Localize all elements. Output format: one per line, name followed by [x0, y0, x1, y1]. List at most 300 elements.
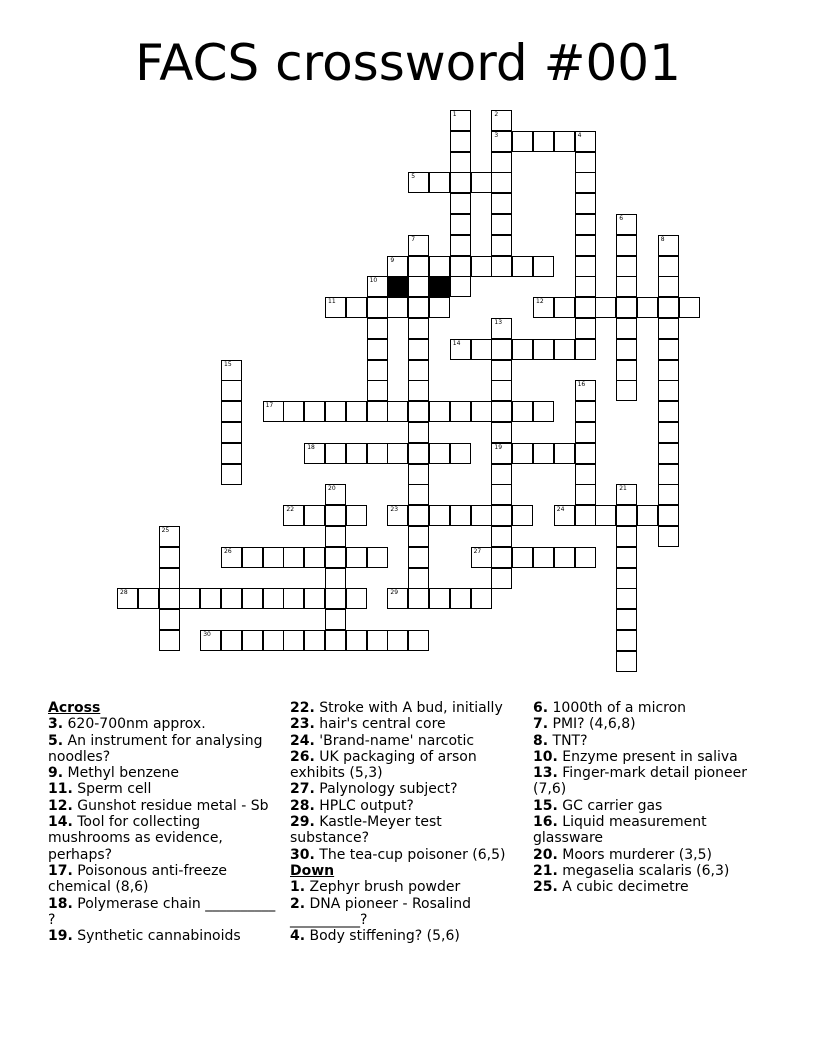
- grid-cell[interactable]: [408, 235, 429, 256]
- grid-cell[interactable]: [450, 276, 471, 297]
- grid-cell[interactable]: [387, 297, 408, 318]
- grid-cell[interactable]: [575, 380, 596, 401]
- grid-cell[interactable]: [304, 443, 325, 464]
- grid-cell[interactable]: [346, 297, 367, 318]
- grid-cell[interactable]: [575, 464, 596, 485]
- grid-cell[interactable]: [387, 256, 408, 277]
- grid-cell[interactable]: [283, 588, 304, 609]
- clue-number: 25.: [533, 879, 558, 896]
- grid-cell[interactable]: [346, 505, 367, 526]
- grid-cell[interactable]: [554, 339, 575, 360]
- grid-cell[interactable]: [325, 297, 346, 318]
- grid-cell[interactable]: [637, 505, 658, 526]
- clue-text: Palynology subject?: [314, 781, 458, 798]
- grid-cell[interactable]: [387, 505, 408, 526]
- clue-text: Methyl benzene: [63, 765, 180, 782]
- grid-cell[interactable]: [491, 360, 512, 381]
- grid-cell[interactable]: [263, 588, 284, 609]
- grid-cell[interactable]: [491, 235, 512, 256]
- grid-cell[interactable]: [346, 443, 367, 464]
- grid-cell[interactable]: [367, 630, 388, 651]
- grid-cell[interactable]: [221, 630, 242, 651]
- grid-cell[interactable]: [533, 443, 554, 464]
- grid-cell[interactable]: [408, 443, 429, 464]
- grid-cell[interactable]: [575, 276, 596, 297]
- grid-cell[interactable]: [304, 505, 325, 526]
- clue-number: 17.: [48, 862, 73, 879]
- grid-cell[interactable]: [159, 630, 180, 651]
- grid-cell[interactable]: [450, 339, 471, 360]
- grid-cell[interactable]: [658, 380, 679, 401]
- grid-cell[interactable]: [595, 297, 616, 318]
- grid-cell[interactable]: [637, 297, 658, 318]
- grid-cell[interactable]: [263, 630, 284, 651]
- grid-cell[interactable]: [263, 401, 284, 422]
- grid-cell[interactable]: [450, 214, 471, 235]
- grid-cell[interactable]: [616, 547, 637, 568]
- grid-cell[interactable]: [408, 568, 429, 589]
- grid-cell[interactable]: [387, 630, 408, 651]
- grid-cell[interactable]: [471, 339, 492, 360]
- grid-cell[interactable]: [367, 360, 388, 381]
- grid-cell[interactable]: [491, 422, 512, 443]
- cell-number: 10: [369, 277, 378, 285]
- grid-cell[interactable]: [408, 588, 429, 609]
- grid-cell[interactable]: [616, 526, 637, 547]
- grid-cell[interactable]: [512, 401, 533, 422]
- grid-cell[interactable]: [658, 339, 679, 360]
- grid-cell[interactable]: [408, 172, 429, 193]
- clue-number: 14.: [48, 814, 73, 831]
- clues-column-3: [533, 700, 773, 896]
- grid-cell[interactable]: [387, 401, 408, 422]
- grid-cell[interactable]: [616, 484, 637, 505]
- grid-cell[interactable]: [512, 256, 533, 277]
- grid-cell[interactable]: [512, 339, 533, 360]
- grid-cell[interactable]: [159, 568, 180, 589]
- grid-cell[interactable]: [325, 401, 346, 422]
- clue-text: hair's central core: [314, 716, 446, 733]
- grid-cell[interactable]: [159, 526, 180, 547]
- grid-cell[interactable]: [491, 464, 512, 485]
- grid-cell[interactable]: [408, 360, 429, 381]
- clue-text: 1000th of a micron: [548, 700, 687, 716]
- grid-cell[interactable]: [616, 380, 637, 401]
- grid-cell[interactable]: [408, 464, 429, 485]
- grid-cell[interactable]: [346, 401, 367, 422]
- grid-cell[interactable]: [491, 380, 512, 401]
- across-clue: [290, 716, 525, 732]
- grid-cell[interactable]: [450, 588, 471, 609]
- grid-cell[interactable]: [575, 547, 596, 568]
- grid-cell[interactable]: [242, 547, 263, 568]
- grid-cell[interactable]: [367, 380, 388, 401]
- down-clue: [533, 716, 773, 732]
- grid-cell[interactable]: [575, 193, 596, 214]
- grid-cell[interactable]: [408, 297, 429, 318]
- grid-cell[interactable]: [471, 547, 492, 568]
- grid-cell[interactable]: [616, 276, 637, 297]
- cell-number: 16: [577, 381, 586, 389]
- grid-cell[interactable]: [408, 256, 429, 277]
- grid-cell[interactable]: [304, 630, 325, 651]
- clue-text: A cubic decimetre: [557, 879, 689, 896]
- grid-cell[interactable]: [616, 256, 637, 277]
- grid-cell[interactable]: [658, 235, 679, 256]
- grid-cell[interactable]: [512, 443, 533, 464]
- grid-cell[interactable]: [325, 588, 346, 609]
- grid-cell[interactable]: [429, 256, 450, 277]
- grid-cell[interactable]: [242, 630, 263, 651]
- cell-number: 22: [286, 506, 295, 514]
- grid-cell[interactable]: [533, 547, 554, 568]
- grid-cell[interactable]: [658, 484, 679, 505]
- grid-cell[interactable]: [616, 505, 637, 526]
- clue-number: 22.: [290, 700, 315, 716]
- grid-cell[interactable]: [658, 297, 679, 318]
- cell-number: 13: [494, 319, 503, 326]
- grid-cell[interactable]: [450, 172, 471, 193]
- cell-number: 15: [224, 360, 232, 368]
- grid-cell[interactable]: [450, 193, 471, 214]
- cell-number: 14: [452, 339, 461, 347]
- grid-cell[interactable]: [450, 110, 471, 131]
- grid-cell[interactable]: [346, 630, 367, 651]
- cell-number: 9: [390, 256, 395, 264]
- grid-cell[interactable]: [491, 443, 512, 464]
- grid-cell[interactable]: [221, 464, 242, 485]
- grid-cell[interactable]: [575, 505, 596, 526]
- clue-text: GC carrier gas: [557, 797, 663, 814]
- grid-cell[interactable]: [575, 214, 596, 235]
- grid-cell[interactable]: [491, 526, 512, 547]
- grid-cell[interactable]: [221, 422, 242, 443]
- grid-cell[interactable]: [491, 256, 512, 277]
- grid-cell[interactable]: [450, 401, 471, 422]
- grid-cell[interactable]: [616, 588, 637, 609]
- grid-cell[interactable]: [325, 609, 346, 630]
- grid-cell[interactable]: [408, 339, 429, 360]
- grid-cell[interactable]: [616, 235, 637, 256]
- clue-number: 21.: [533, 862, 558, 879]
- grid-cell[interactable]: [450, 235, 471, 256]
- clue-text: Poisonous anti-freeze chemical (8,6): [48, 862, 228, 896]
- clue-number: 13.: [533, 765, 558, 782]
- grid-cell[interactable]: [408, 318, 429, 339]
- grid-cell[interactable]: [491, 339, 512, 360]
- clues-column-2: [290, 700, 525, 944]
- grid-cell[interactable]: [283, 401, 304, 422]
- grid-cell[interactable]: [471, 256, 492, 277]
- grid-cell[interactable]: [554, 547, 575, 568]
- grid-cell[interactable]: [658, 526, 679, 547]
- grid-cell[interactable]: [658, 422, 679, 443]
- grid-cell[interactable]: [616, 297, 637, 318]
- grid-cell[interactable]: [346, 547, 367, 568]
- clue-text: Polymerase chain __________ ?: [48, 895, 276, 928]
- grid-cell[interactable]: [408, 547, 429, 568]
- grid-cell[interactable]: [283, 630, 304, 651]
- grid-cell[interactable]: [471, 505, 492, 526]
- grid-cell[interactable]: [491, 214, 512, 235]
- across-clue: [48, 781, 278, 797]
- across-clue: [48, 814, 278, 863]
- grid-cell[interactable]: [221, 547, 242, 568]
- across-clue: [290, 733, 525, 749]
- grid-cell[interactable]: [408, 526, 429, 547]
- grid-cell[interactable]: [491, 110, 512, 131]
- clue-number: 27.: [290, 781, 315, 798]
- clue-number: 7.: [533, 716, 549, 733]
- grid-cell[interactable]: [616, 568, 637, 589]
- grid-cell[interactable]: [575, 339, 596, 360]
- grid-cell[interactable]: [616, 214, 637, 235]
- grid-cell[interactable]: [658, 401, 679, 422]
- clue-text: Synthetic cannabinoids: [72, 928, 241, 945]
- grid-cell[interactable]: [325, 484, 346, 505]
- grid-cell[interactable]: [429, 588, 450, 609]
- grid-cell[interactable]: [450, 152, 471, 173]
- grid-cell[interactable]: [387, 588, 408, 609]
- grid-cell[interactable]: [575, 422, 596, 443]
- clue-text: megaselia scalaris (6,3): [557, 862, 730, 879]
- grid-cell[interactable]: [554, 297, 575, 318]
- down-clue: [533, 733, 773, 749]
- grid-cell[interactable]: [325, 630, 346, 651]
- grid-cell[interactable]: [512, 547, 533, 568]
- grid-cell[interactable]: [554, 131, 575, 152]
- grid-cell[interactable]: [304, 547, 325, 568]
- grid-cell[interactable]: [221, 588, 242, 609]
- clues-column-1: [48, 700, 278, 944]
- across-clue: [48, 896, 278, 929]
- grid-cell[interactable]: [616, 630, 637, 651]
- grid-cell[interactable]: [616, 339, 637, 360]
- clue-text: TNT?: [548, 732, 588, 749]
- grid-cell[interactable]: [367, 339, 388, 360]
- clue-text: An instrument for analysing noodles?: [48, 732, 263, 765]
- grid-cell[interactable]: [512, 131, 533, 152]
- grid-cell[interactable]: [491, 152, 512, 173]
- clue-text: Gunshot residue metal - Sb: [72, 797, 269, 814]
- grid-cell[interactable]: [658, 443, 679, 464]
- grid-cell[interactable]: [325, 547, 346, 568]
- grid-cell[interactable]: [575, 401, 596, 422]
- grid-cell[interactable]: [429, 443, 450, 464]
- grid-cell[interactable]: [533, 401, 554, 422]
- clue-number: 16.: [533, 814, 558, 831]
- grid-cell[interactable]: [200, 630, 221, 651]
- grid-cell[interactable]: [367, 401, 388, 422]
- grid-cell[interactable]: [159, 588, 180, 609]
- grid-cell[interactable]: [512, 505, 533, 526]
- grid-cell[interactable]: [450, 443, 471, 464]
- clue-number: 12.: [48, 797, 73, 814]
- grid-cell[interactable]: [159, 547, 180, 568]
- cell-number: 17: [265, 402, 274, 410]
- across-clue: [48, 928, 278, 944]
- grid-cell[interactable]: [658, 464, 679, 485]
- clue-text: Tool for collecting mushrooms as evidence, perhaps?: [48, 814, 223, 863]
- down-clue: [533, 798, 773, 814]
- grid-cell[interactable]: [221, 443, 242, 464]
- grid-cell[interactable]: [408, 380, 429, 401]
- grid-cell[interactable]: [429, 401, 450, 422]
- grid-cell[interactable]: [450, 131, 471, 152]
- grid-cell[interactable]: [346, 588, 367, 609]
- grid-cell[interactable]: [117, 588, 138, 609]
- grid-cell[interactable]: [450, 505, 471, 526]
- grid-cell[interactable]: [367, 297, 388, 318]
- grid-cell[interactable]: [533, 297, 554, 318]
- grid-cell[interactable]: [616, 318, 637, 339]
- grid-cell[interactable]: [533, 256, 554, 277]
- grid-cell[interactable]: [221, 401, 242, 422]
- grid-cell[interactable]: [616, 360, 637, 381]
- clue-text: UK packaging of arson exhibits (5,3): [290, 748, 477, 782]
- grid-cell[interactable]: [554, 505, 575, 526]
- grid-cell[interactable]: [575, 484, 596, 505]
- grid-cell[interactable]: [408, 484, 429, 505]
- grid-cell[interactable]: [658, 276, 679, 297]
- grid-cell[interactable]: [387, 443, 408, 464]
- grid-cell[interactable]: [325, 568, 346, 589]
- clue-number: 5.: [48, 732, 64, 749]
- down-clue: [290, 896, 525, 929]
- grid-cell[interactable]: [304, 401, 325, 422]
- grid-cell[interactable]: [616, 609, 637, 630]
- cell-number: 19: [494, 443, 503, 451]
- grid-cell[interactable]: [491, 568, 512, 589]
- grid-cell[interactable]: [575, 235, 596, 256]
- clue-text: Moors murderer (3,5): [557, 846, 712, 863]
- clue-text: The tea-cup poisoner (6,5): [314, 846, 506, 863]
- grid-cell[interactable]: [408, 422, 429, 443]
- grid-cell[interactable]: [325, 443, 346, 464]
- across-clue: [48, 716, 278, 732]
- grid-cell[interactable]: [491, 401, 512, 422]
- clue-text: Stroke with A bud, initially: [314, 700, 503, 716]
- across-clue: [290, 749, 525, 782]
- grid-cell[interactable]: [491, 193, 512, 214]
- grid-cell[interactable]: [159, 609, 180, 630]
- grid-cell[interactable]: [138, 588, 159, 609]
- grid-cell[interactable]: [575, 318, 596, 339]
- cell-number: 27: [473, 547, 482, 555]
- clue-number: 26.: [290, 748, 315, 765]
- grid-cell[interactable]: [429, 505, 450, 526]
- grid-cell[interactable]: [367, 318, 388, 339]
- down-clue: [533, 847, 773, 863]
- across-clue: [290, 700, 525, 716]
- grid-cell[interactable]: [408, 505, 429, 526]
- grid-cell[interactable]: [325, 526, 346, 547]
- grid-cell[interactable]: [491, 172, 512, 193]
- grid-cell[interactable]: [575, 131, 596, 152]
- grid-cell[interactable]: [658, 256, 679, 277]
- grid-cell[interactable]: [471, 588, 492, 609]
- clue-number: 10.: [533, 748, 558, 765]
- cell-number: 18: [307, 443, 315, 451]
- cell-number: 26: [224, 547, 232, 555]
- grid-cell[interactable]: [263, 547, 284, 568]
- down-clue: [533, 749, 773, 765]
- grid-cell[interactable]: [283, 505, 304, 526]
- grid-cell[interactable]: [616, 651, 637, 672]
- down-heading: Down: [290, 862, 335, 879]
- grid-cell[interactable]: [367, 276, 388, 297]
- grid-cell[interactable]: [200, 588, 221, 609]
- grid-cell[interactable]: [429, 297, 450, 318]
- grid-cell[interactable]: [408, 276, 429, 297]
- grid-cell[interactable]: [367, 547, 388, 568]
- grid-cell[interactable]: [491, 318, 512, 339]
- cell-number: 25: [161, 527, 170, 534]
- grid-cell[interactable]: [367, 443, 388, 464]
- grid-cell[interactable]: [679, 297, 700, 318]
- grid-cell[interactable]: [471, 172, 492, 193]
- grid-cell[interactable]: [575, 152, 596, 173]
- clue-text: Body stiffening? (5,6): [305, 928, 460, 945]
- grid-cell[interactable]: [179, 588, 200, 609]
- grid-cell[interactable]: [595, 505, 616, 526]
- grid-cell[interactable]: [554, 443, 575, 464]
- clue-number: 3.: [48, 716, 64, 733]
- down-clue: [533, 814, 773, 847]
- grid-cell[interactable]: [491, 131, 512, 152]
- cell-number: 3: [494, 131, 499, 139]
- grid-cell[interactable]: [575, 256, 596, 277]
- down-clue: [533, 765, 773, 798]
- grid-cell[interactable]: [575, 443, 596, 464]
- clue-number: 15.: [533, 797, 558, 814]
- clue-text: Liquid measurement glassware: [533, 814, 707, 847]
- grid-cell[interactable]: [575, 172, 596, 193]
- cell-number: 6: [619, 215, 624, 222]
- grid-cell[interactable]: [304, 588, 325, 609]
- grid-cell[interactable]: [491, 484, 512, 505]
- grid-cell[interactable]: [658, 318, 679, 339]
- down-clue: [533, 863, 773, 879]
- grid-cell[interactable]: [471, 401, 492, 422]
- grid-cell[interactable]: [658, 505, 679, 526]
- grid-cell[interactable]: [658, 360, 679, 381]
- grid-cell[interactable]: [242, 588, 263, 609]
- grid-cell[interactable]: [408, 401, 429, 422]
- grid-cell[interactable]: [283, 547, 304, 568]
- grid-cell[interactable]: [575, 297, 596, 318]
- clue-number: 18.: [48, 895, 73, 912]
- grid-cell[interactable]: [221, 380, 242, 401]
- clue-text: DNA pioneer - Rosalind __________?: [290, 895, 472, 928]
- grid-cell[interactable]: [450, 256, 471, 277]
- grid-cell[interactable]: [491, 547, 512, 568]
- clue-number: 28.: [290, 797, 315, 814]
- clue-text: PMI? (4,6,8): [548, 716, 636, 733]
- grid-cell[interactable]: [533, 131, 554, 152]
- clue-number: 23.: [290, 716, 315, 733]
- grid-cell[interactable]: [429, 172, 450, 193]
- grid-cell[interactable]: [533, 339, 554, 360]
- across-clue: [290, 781, 525, 797]
- across-clue: [48, 863, 278, 896]
- grid-cell[interactable]: [325, 505, 346, 526]
- grid-cell[interactable]: [221, 360, 242, 381]
- clue-text: 620-700nm approx.: [63, 716, 206, 733]
- grid-cell[interactable]: [408, 630, 429, 651]
- grid-cell[interactable]: [491, 505, 512, 526]
- across-clue: [48, 798, 278, 814]
